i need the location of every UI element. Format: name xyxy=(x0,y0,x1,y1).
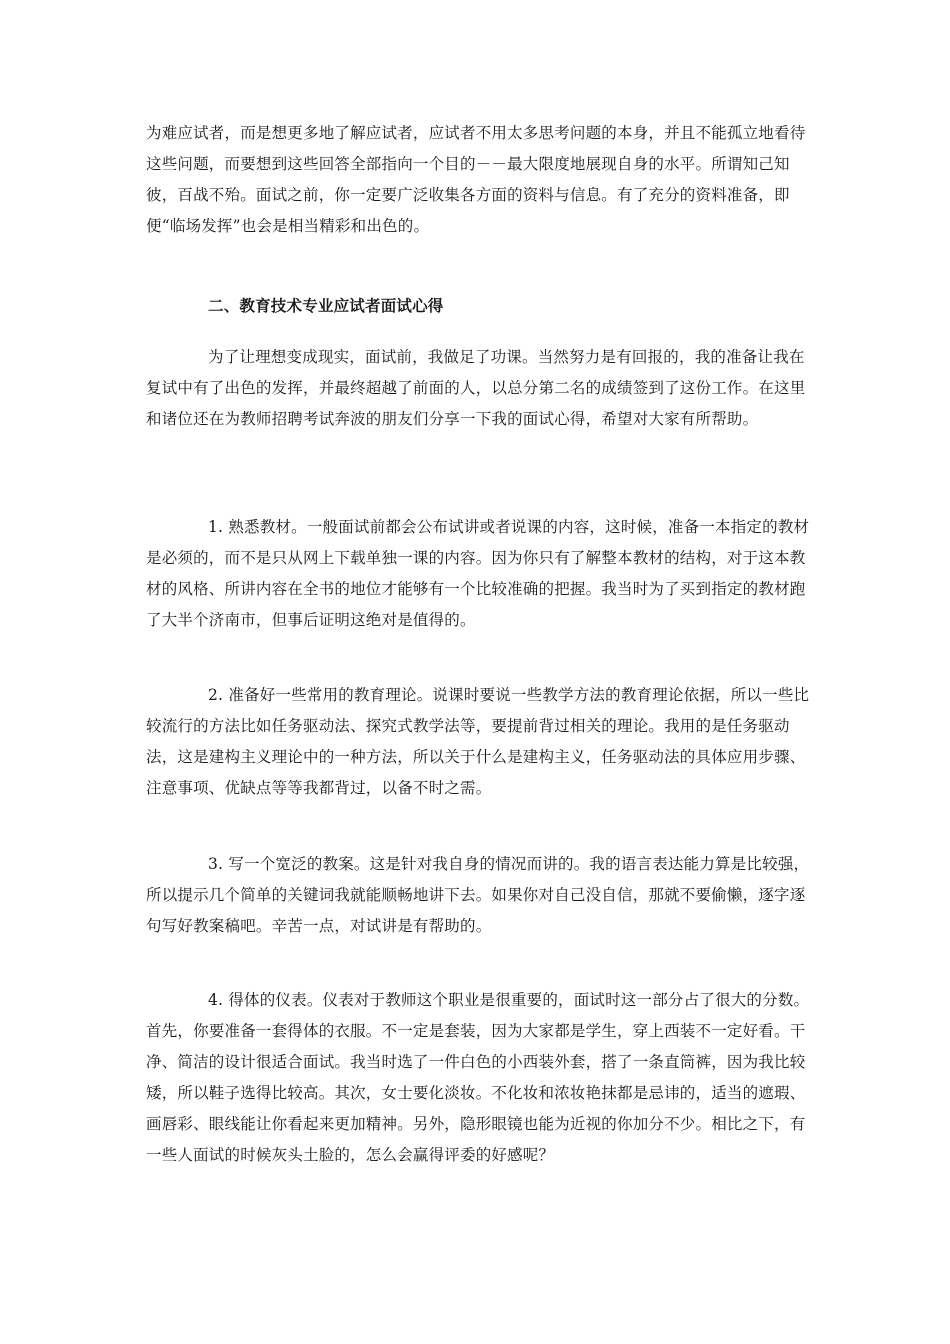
paragraph-tip-2: 2. 准备好一些常用的教育理论。说课时要说一些教学方法的教育理论依据，所以一些比较流行的方法比如任务驱动法、探究式教学法等，要提前背过相关的理论。我用的是任务驱动法，这是建构主义理论中的一种方法，所以关于什么是建构主义，任务驱动法的具体应用步骤、注意事项、优缺点等等我都背过，以备不时之需。 xyxy=(146,686,810,797)
paragraph-preparation: 为了让理想变成现实，面试前，我做足了功课。当然努力是有回报的，我的准备让我在复试中有了出色的发挥，并最终超越了前面的人，以总分第二名的成绩签到了这份工作。在这里和诸位还在为教师招聘考试奔波的朋友们分享一下我的面试心得，希望对大家有所帮助。 xyxy=(146,348,806,428)
section-heading: 二、教育技术专业应试者面试心得 xyxy=(208,296,444,315)
paragraph-tip-1: 1. 熟悉教材。一般面试前都会公布试讲或者说课的内容，这时候，准备一本指定的教材是必须的，而不是只从网上下载单独一课的内容。因为你只有了解整本教材的结构，对于这本教材的风格、所讲内容在全书的地位才能够有一个比较准确的把握。我当时为了买到指定的教材跑了大半个济南市，但事后证明这绝对是值得的。 xyxy=(146,518,810,629)
intro-paragraph: 为难应试者，而是想更多地了解应试者，应试者不用太多思考问题的本身，并且不能孤立地看待这些问题，而要想到这些回答全部指向一个目的－－最大限度地展现自身的水平。所谓知己知彼，百战不殆。面试之前，你一定要广泛收集各方面的资料与信息。有了充分的资料准备，即便“临场发挥”也会是相当精彩和出色的。 xyxy=(146,124,806,235)
paragraph-tip-4: 4. 得体的仪表。仪表对于教师这个职业是很重要的，面试时这一部分占了很大的分数。首先，你要准备一套得体的衣服。不一定是套装，因为大家都是学生，穿上西装不一定好看。干净、简洁的设计很适合面试。我当时选了一件白色的小西装外套，搭了一条直筒裤，因为我比较矮，所以鞋子选得比较高。其次，女士要化淡妆。不化妆和浓妆艳抹都是忌讳的，适当的遮瑕、画唇彩、眼线能让你看起来更加精神。另外，隐形眼镜也能为近视的你加分不少。相比之下，有一些人面试的时候灰头土脸的，怎么会赢得评委的好感呢？ xyxy=(146,991,810,1164)
paragraph-tip-3: 3. 写一个宽泛的教案。这是针对我自身的情况而讲的。我的语言表达能力算是比较强，所以提示几个简单的关键词我就能顺畅地讲下去。如果你对自己没自信，那就不要偷懒，逐字逐句写好教案稿吧。辛苦一点，对试讲是有帮助的。 xyxy=(146,855,810,935)
